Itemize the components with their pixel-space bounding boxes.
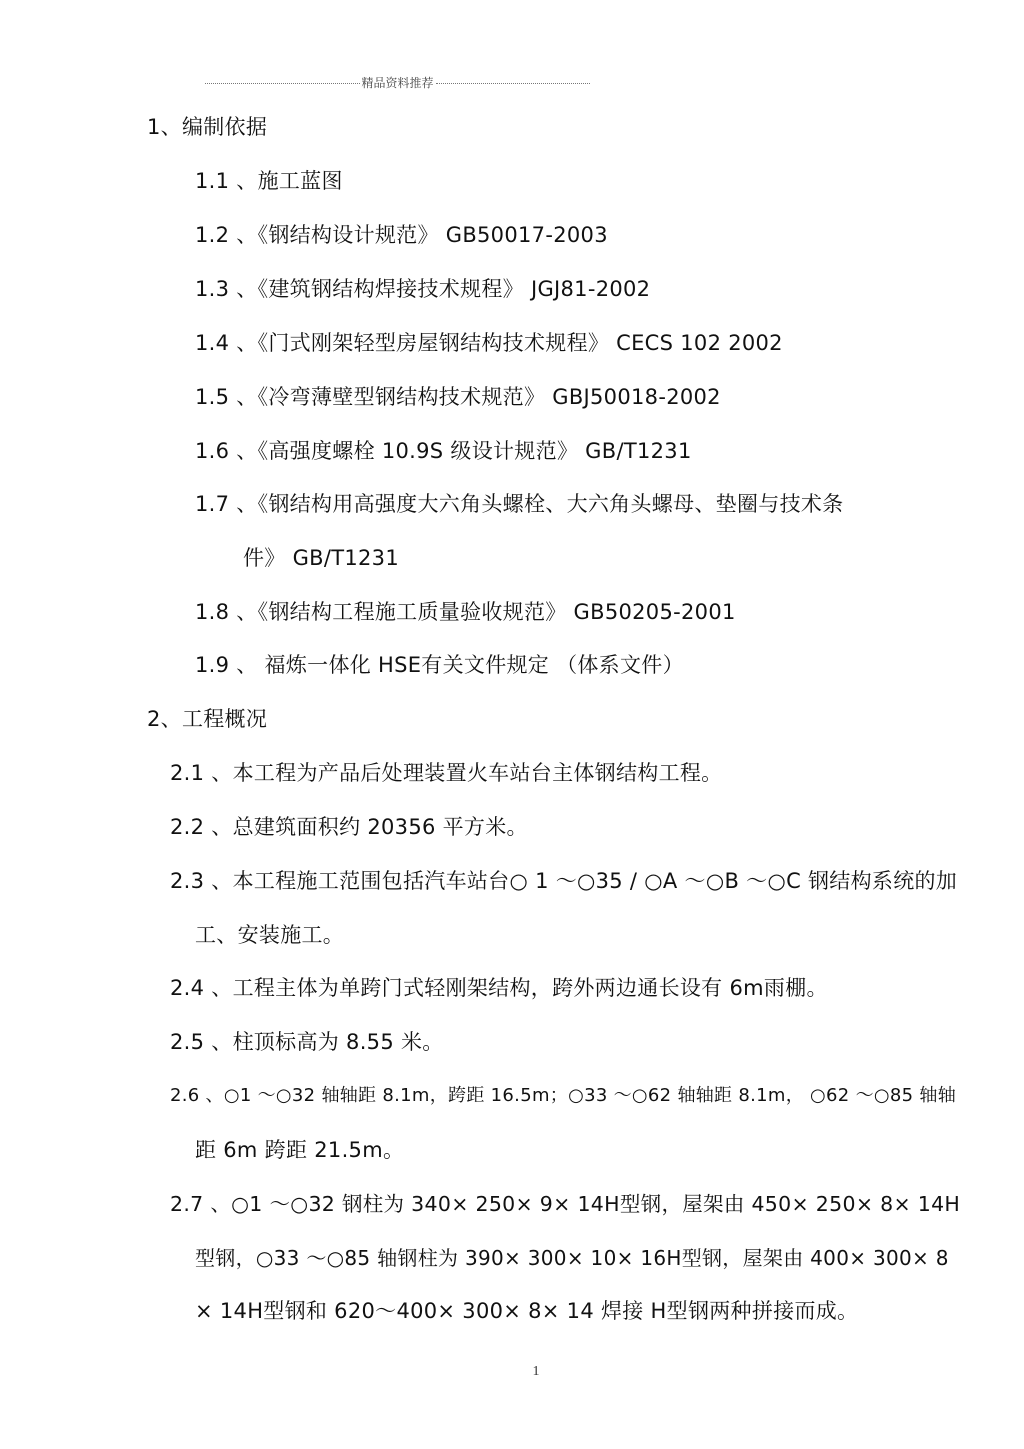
list-item-2-4: 2.4 、工程主体为单跨门式轻刚架结构，跨外两边通长设有 6m雨棚。 bbox=[170, 976, 828, 1000]
list-item-2-7: 2.7 、○1 ～○32 钢柱为 340× 250× 9× 14H型钢，屋架由 450× 250× 8× 14H bbox=[170, 1192, 961, 1216]
list-item-2-1: 2.1 、本工程为产品后处理装置火车站台主体钢结构工程。 bbox=[170, 761, 723, 785]
list-item-2-3-cont: 工、安装施工。 bbox=[195, 923, 345, 947]
list-item-1-2: 1.2 、《钢结构设计规范》 GB50017-2003 bbox=[195, 223, 608, 247]
list-item-2-5: 2.5 、柱顶标高为 8.55 米。 bbox=[170, 1030, 444, 1054]
page-header bbox=[205, 74, 590, 91]
list-item-1-8: 1.8 、《钢结构工程施工质量验收规范》 GB50205-2001 bbox=[195, 600, 736, 624]
list-item-2-2: 2.2 、总建筑面积约 20356 平方米。 bbox=[170, 815, 528, 839]
header-text: 精品资料推荐 bbox=[361, 76, 434, 90]
header-dots-right bbox=[436, 83, 591, 84]
list-item-2-3: 2.3 、本工程施工范围包括汽车站台○ 1 ～○35 / ○A ～○B ～○C 钢结构系统的加 bbox=[170, 869, 958, 893]
list-item-1-3: 1.3 、《建筑钢结构焊接技术规程》 JGJ81-2002 bbox=[195, 277, 651, 301]
list-item-1-1: 1.1 、施工蓝图 bbox=[195, 169, 343, 193]
list-item-1-4: 1.4 、《门式刚架轻型房屋钢结构技术规程》 CECS 102 2002 bbox=[195, 331, 783, 355]
section-heading-2: 2、工程概况 bbox=[147, 707, 268, 731]
list-item-2-7-cont-1: 型钢，○33 ～○85 轴钢柱为 390× 300× 10× 16H型钢，屋架由 400× 300× 8 bbox=[195, 1246, 949, 1270]
list-item-1-7-cont: 件》 GB/T1231 bbox=[243, 546, 400, 570]
list-item-1-9: 1.9 、 福炼一体化 HSE有关文件规定 （体系文件） bbox=[195, 653, 684, 677]
page-number: 1 bbox=[532, 1364, 540, 1379]
list-item-2-6-cont: 距 6m 跨距 21.5m。 bbox=[195, 1138, 405, 1162]
header-dots-left bbox=[205, 83, 360, 84]
list-item-1-5: 1.5 、《冷弯薄壁型钢结构技术规范》 GBJ50018-2002 bbox=[195, 385, 721, 409]
list-item-1-7: 1.7 、《钢结构用高强度大六角头螺栓、大六角头螺母、垫圈与技术条 bbox=[195, 492, 844, 516]
section-heading-1: 1、编制依据 bbox=[147, 115, 268, 139]
list-item-2-7-cont-2: × 14H型钢和 620～400× 300× 8× 14 焊接 H型钢两种拼接而成。 bbox=[195, 1299, 859, 1323]
list-item-2-6: 2.6 、○1 ～○32 轴轴距 8.1m，跨距 16.5m；○33 ～○62 轴轴距 8.1m， ○62 ～○85 轴轴 bbox=[170, 1085, 957, 1106]
list-item-1-6: 1.6 、《高强度螺栓 10.9S 级设计规范》 GB/T1231 bbox=[195, 439, 692, 463]
